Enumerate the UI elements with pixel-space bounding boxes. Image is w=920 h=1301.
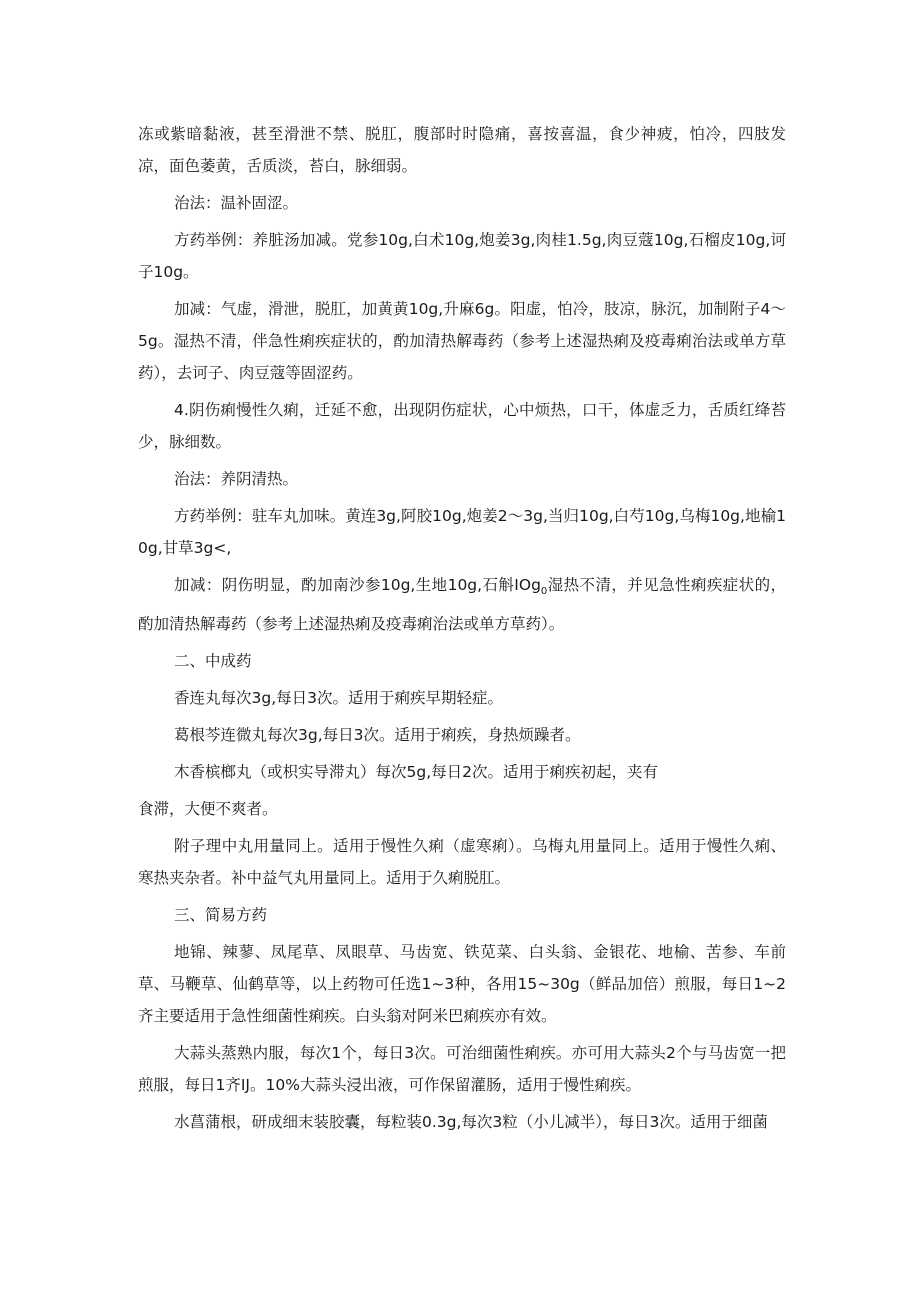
paragraph-calamus-root: 水菖蒲根，研成细末装胶囊，每粒装0.3g,每次3粒（小儿减半），每日3次。适用于细菌 [174, 1113, 768, 1132]
paragraph-modification-1: 加减：气虚，滑泄，脱肛，加黄黄10g,升麻6g。阳虚，怕冷，肢凉，脉沉，加制附子4～5g。湿热不清，伴急性痢疾症状的，酌加清热解毒药（参考上述湿热痢及疫毒痢治法或单方草药），去诃子、肉豆蔻等固涩药。 [138, 300, 786, 382]
modification-2-text-a: 加减：阴伤明显，酌加南沙参10g,生地10g,石斛IOg [174, 576, 541, 594]
paragraph-continued-symptoms: 冻或紫暗黏液，甚至滑泄不禁、脱肛，腹部时时隐痛，喜按喜温，食少神疲，怕冷，四肢发凉，面色萎黄，舌质淡，苔白，脉细弱。 [138, 125, 786, 175]
paragraph-muxiang-pill-continued: 食滞，大便不爽者。 [138, 800, 278, 819]
paragraph-prescription-1: 方药举例：养脏汤加减。党参10g,白术10g,炮姜3g,肉桂1.5g,肉豆蔻10g,石榴皮10g,诃子10g。 [138, 231, 786, 281]
document-page [138, 118, 786, 1143]
paragraph-garlic: 大蒜头蒸熟内服，每次1个，每日3次。可治细菌性痢疾。亦可用大蒜头2个与马齿宽一把煎服，每日1齐IJ。10%大蒜头浸出液，可作保留灌肠，适用于慢性痢疾。 [138, 1044, 786, 1095]
modification-2-text-b: 湿热不清，并见急性痢疾症状的，酌加清热解毒药（参考上述湿热痢及疫毒痢治法或单方草药）。 [138, 576, 786, 634]
section-heading-simple-remedies: 三、简易方药 [174, 906, 268, 925]
section-heading-patent-medicine: 二、中成药 [174, 652, 252, 671]
paragraph-treatment-method-2: 治法：养阴清热。 [174, 470, 299, 488]
paragraph-treatment-method-1: 治法：温补固涩。 [174, 194, 299, 212]
paragraph-muxiang-pill: 木香槟榔丸（或枳实导滞丸）每次5g,每日2次。适用于痢疾初起，夹有 [174, 763, 658, 782]
paragraph-herb-list: 地锦、辣蓼、凤尾草、凤眼草、马齿宽、铁苋菜、白头翁、金银花、地榆、苦参、车前草、马鞭草、仙鹤草等，以上药物可任选1~3种，各用15~30g（鲜品加倍）煎服，每日1~2齐主要适用于急性细菌性痢疾。白头翁对阿米巴痢疾亦有效。 [138, 943, 786, 1026]
paragraph-yin-injury-dysentery: 4.阴伤痢慢性久痢，迁延不愈，出现阴伤症状，心中烦热，口干，体虚乏力，舌质红绛苔少，脉细数。 [138, 401, 786, 451]
paragraph-modification-2 [138, 569, 786, 640]
modification-2-subscript: 0 [540, 586, 548, 598]
paragraph-gegen-pill: 葛根芩连微丸每次3g,每日3次。适用于痢疾，身热烦躁者。 [174, 726, 581, 745]
paragraph-fuzi-pill: 附子理中丸用量同上。适用于慢性久痢（虚寒痢）。乌梅丸用量同上。适用于慢性久痢、寒热夹杂者。补中益气丸用量同上。适用于久痢脱肛。 [138, 837, 786, 888]
paragraph-xianglian-pill: 香连丸每次3g,每日3次。适用于痢疾早期轻症。 [174, 689, 503, 708]
paragraph-prescription-2: 方药举例：驻车丸加味。黄连3g,阿胶10g,炮姜2～3g,当归10g,白芍10g,乌梅10g,地榆10g,甘草3g<, [138, 507, 786, 557]
